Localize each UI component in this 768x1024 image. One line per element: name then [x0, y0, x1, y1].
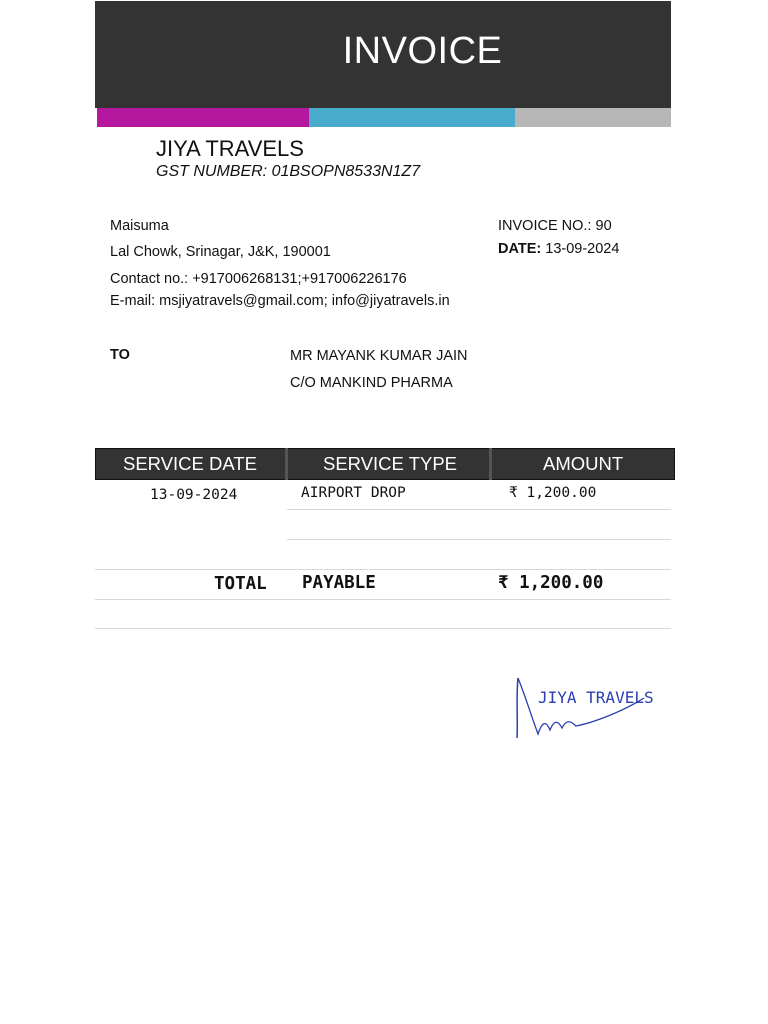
- sender-contact: Contact no.: +917006268131;+917006226176: [110, 271, 407, 287]
- row-service-date: 13-09-2024: [150, 487, 238, 503]
- row-amount: ₹ 1,200.00: [509, 485, 597, 501]
- company-name: JIYA TRAVELS: [156, 136, 304, 161]
- header-amount: AMOUNT: [543, 453, 624, 474]
- total-label: TOTAL: [214, 574, 267, 594]
- signature-image: [512, 668, 678, 744]
- row-divider: [95, 599, 671, 600]
- gst-number: GST NUMBER: 01BSOPN8533N1Z7: [156, 163, 421, 180]
- invoice-date: [498, 241, 619, 257]
- invoice-number-value: 90: [595, 218, 612, 234]
- header-service-type: SERVICE TYPE: [323, 453, 458, 474]
- stripe-gray: [515, 108, 671, 127]
- header-service-date: SERVICE DATE: [123, 453, 257, 474]
- sender-address: Lal Chowk, Srinagar, J&K, 190001: [110, 244, 331, 260]
- recipient-label: TO: [110, 347, 130, 363]
- invoice-date-label: DATE:: [498, 241, 542, 257]
- recipient-company: C/O MANKIND PHARMA: [290, 375, 453, 391]
- total-amount: ₹ 1,200.00: [498, 573, 604, 593]
- signature-text: JIYA TRAVELS: [538, 688, 654, 707]
- row-divider: [95, 628, 671, 629]
- stripe-magenta: [97, 108, 309, 127]
- recipient-name: MR MAYANK KUMAR JAIN: [290, 348, 468, 364]
- row-service-type: AIRPORT DROP: [301, 485, 406, 501]
- invoice-title: INVOICE: [342, 30, 503, 72]
- payable-label: PAYABLE: [302, 573, 376, 593]
- header-divider: [489, 448, 492, 480]
- invoice-date-value: 13-09-2024: [545, 241, 620, 257]
- sender-name: Maisuma: [110, 218, 169, 234]
- header-divider: [285, 448, 288, 480]
- invoice-number: [498, 218, 612, 234]
- row-divider: [95, 569, 671, 570]
- row-divider: [287, 509, 671, 510]
- sender-email: E-mail: msjiyatravels@gmail.com; info@jiyatravels.in: [110, 293, 450, 309]
- row-divider: [287, 539, 671, 540]
- invoice-number-label: INVOICE NO.:: [498, 218, 592, 234]
- stripe-blue: [309, 108, 515, 127]
